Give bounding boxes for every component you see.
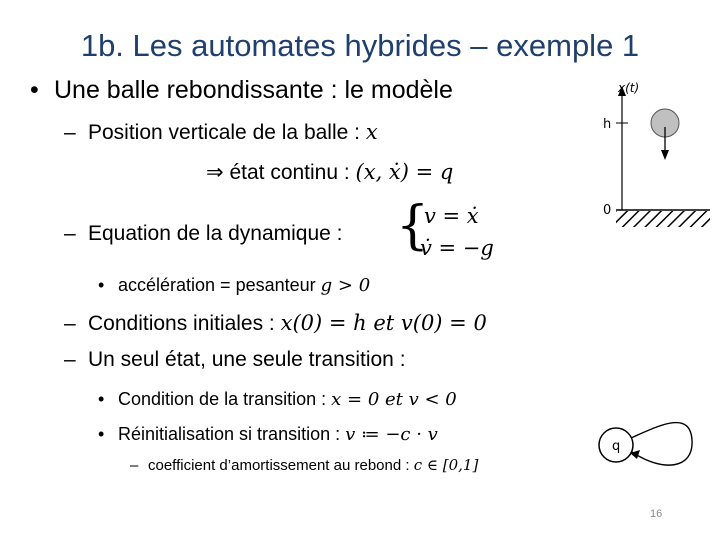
ground-hatch — [616, 211, 710, 227]
zero-label: 0 — [603, 203, 612, 218]
dash: – — [64, 222, 76, 245]
self-loop-transition — [631, 423, 692, 466]
acceleration-text: accélération = pesanteur — [118, 275, 321, 295]
bullet-dot: • — [98, 275, 105, 295]
dash: – — [130, 457, 139, 474]
slide-title: 1b. Les automates hybrides – exemple 1 — [80, 28, 640, 63]
equation-text: Equation de la dynamique : — [88, 222, 343, 245]
bullet-dot: • — [30, 76, 39, 104]
reinit-math: v ≔ −c · v — [345, 424, 438, 445]
position-var: x — [365, 120, 378, 144]
equation-2: v̇ = −g — [420, 236, 494, 260]
acceleration-math: g > 0 — [320, 275, 371, 296]
bullet-text: Une balle rebondissante : le modèle — [54, 76, 453, 104]
coef-text: coefficient d’amortissement au rebond : — [148, 457, 414, 474]
system-brace: { — [396, 196, 430, 256]
state-label: q — [612, 439, 621, 454]
conditions-math: x(0) = h et v(0) = 0 — [280, 311, 487, 335]
etat-text: état continu : — [229, 161, 356, 184]
conditions-text: Conditions initiales : — [88, 312, 281, 335]
fall-arrow-icon — [661, 150, 669, 160]
bullet-dot: • — [98, 424, 105, 444]
condition-text: Condition de la transition : — [118, 389, 332, 409]
dash: – — [64, 121, 76, 144]
slide-number: 16 — [650, 508, 663, 520]
reinit-text: Réinitialisation si transition : — [118, 424, 346, 444]
position-text: Position verticale de la balle : — [88, 121, 366, 144]
seul-text: Un seul état, une seule transition : — [88, 348, 406, 371]
condition-math: x = 0 et v < 0 — [331, 389, 457, 410]
axis-label: x(t) — [618, 81, 640, 95]
bullet-dot: • — [98, 389, 105, 409]
equation-1: v = ẋ — [424, 204, 479, 228]
coef-math: c ∈ [0,1] — [413, 456, 479, 474]
dash: – — [64, 312, 76, 335]
implies-symbol: ⇒ — [206, 161, 224, 184]
h-label: h — [603, 117, 612, 132]
etat-math: (x, ẋ) = q — [355, 160, 454, 184]
dash: – — [64, 348, 76, 371]
